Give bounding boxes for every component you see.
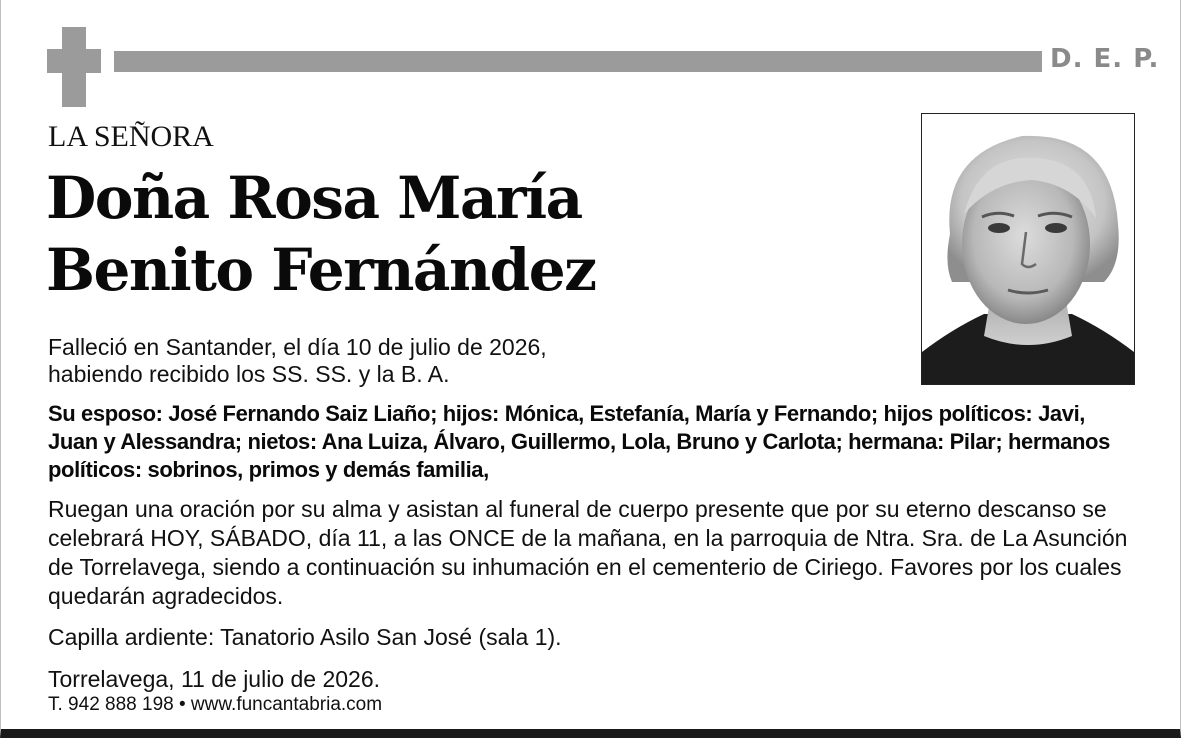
funeral-prayer-text: Ruegan una oración por su alma y asistan al funeral de cuerpo presente que por su eterno descanso se celebrará HOY, SÁBADO, día 11, a las ONCE de la mañana, en la parroquia de Ntra. Sra. de La Asunción de Torrelavega, siendo a continuación su inhumación en el cementerio de Ciriego. Favores por los cuales quedarán agradecidos. [48,496,1128,609]
death-notice-line-2: habiendo recibido los SS. SS. y la B. A. [48,361,450,387]
portrait-photo [921,113,1135,385]
dep-label: D. E. P. [1050,44,1160,74]
name-line-1: Doña Rosa María [46,164,582,232]
death-notice [48,334,908,388]
place-and-date: Torrelavega, 11 de julio de 2026. [48,666,381,692]
death-notice-line-1: Falleció en Santander, el día 10 de julio de 2026, [48,334,547,360]
header-rule [114,51,1042,72]
deceased-name [46,162,596,306]
family-list: Su esposo: José Fernando Saiz Liaño; hijos: Mónica, Estefanía, María y Fernando; hijos políticos: Javi, Juan y Alessandra; nietos: Ana Luiza, Álvaro, Guillermo, Lola, Bruno y Carlota; hermana: Pilar; hermanos políticos: sobrinos, primos y demás familia, [48,401,1110,482]
contact-line: T. 942 888 198 • www.funcantabria.com [48,694,383,715]
chapel-info: Capilla ardiente: Tanatorio Asilo San José (sala 1). [48,624,562,650]
honorific-title: LA SEÑORA [48,120,214,153]
name-line-2: Benito Fernández [46,236,596,304]
latin-cross-icon [47,27,101,107]
